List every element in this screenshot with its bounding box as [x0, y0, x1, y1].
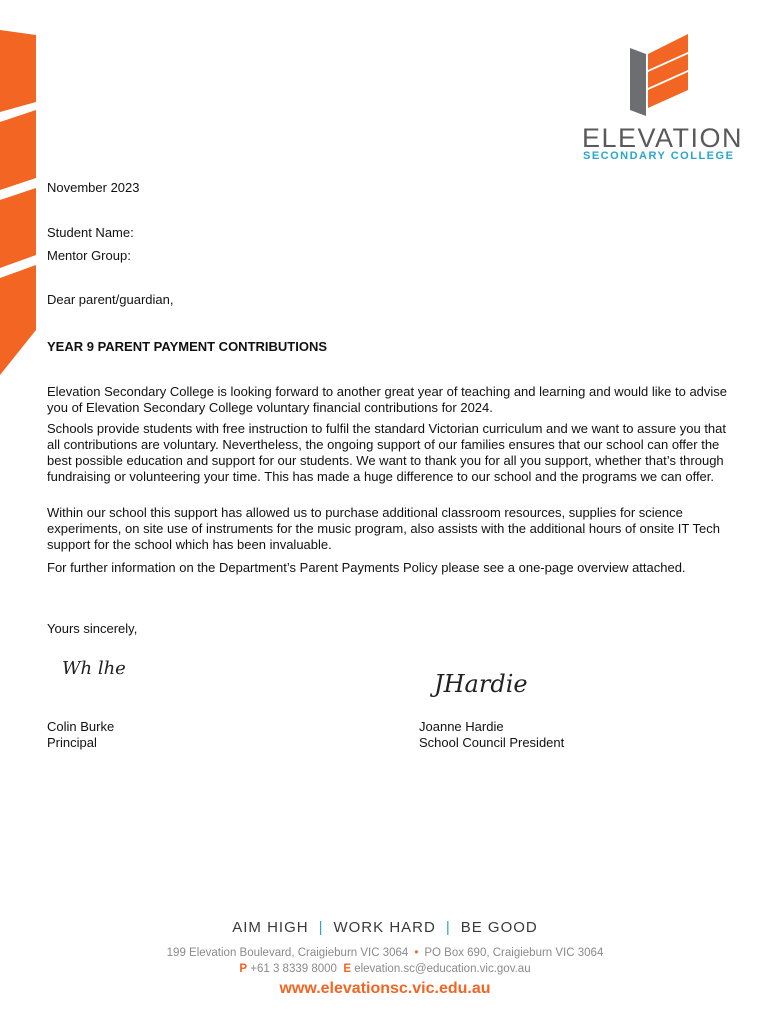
- phone-label: P: [239, 963, 248, 975]
- website-link[interactable]: www.elevationsc.vic.edu.au: [279, 980, 491, 997]
- signatory-name-president: Joanne Hardie: [419, 719, 504, 734]
- phone-number: +61 3 8339 8000: [250, 963, 337, 975]
- motto-be-good: BE GOOD: [460, 919, 538, 936]
- logo-wordmark: ELEVATION: [582, 123, 744, 153]
- street-address: 199 Elevation Boulevard, Craigieburn VIC 3064: [166, 947, 409, 959]
- signatory-title-principal: Principal: [47, 735, 97, 750]
- signature-joanne-hardie: JHardie: [434, 670, 528, 698]
- paragraph-support: Schools provide students with free instruction to fulfil the standard Victorian curriculum and we want to assure you that all contributions are voluntary. Nevertheless, the ongoing support of our families ensures that our school can offer the best possible education and support for our students. We want to thank you for all you support, whether that’s through fundraising or volunteering your time. This has made a huge difference to our school and the programs we can offer.: [47, 421, 727, 484]
- left-decoration: [0, 30, 40, 380]
- footer-motto: AIM HIGH | WORK HARD | BE GOOD: [232, 919, 538, 936]
- signature-colin-burke: Wh lhe: [62, 658, 126, 679]
- student-name-label: Student Name:: [47, 225, 134, 240]
- motto-aim-high: AIM HIGH: [232, 919, 309, 936]
- letter-heading: YEAR 9 PARENT PAYMENT CONTRIBUTIONS: [47, 339, 328, 354]
- logo-subtitle: SECONDARY COLLEGE: [583, 150, 735, 162]
- signatory-title-president: School Council President: [419, 735, 565, 750]
- college-logo-icon: [628, 30, 692, 122]
- closing: Yours sincerely,: [47, 621, 138, 636]
- paragraph-resources: Within our school this support has allowed us to purchase additional classroom resources, supplies for science experiments, on site use of instruments for the music program, also assists with the additional hours of onsite IT Tech support for the school which has been invaluable.: [47, 505, 720, 552]
- footer-contact: [0, 963, 770, 975]
- paragraph-intro: Elevation Secondary College is looking forward to another great year of teaching and learning and would like to advise you of Elevation Secondary College voluntary financial contributions for 2024.: [47, 384, 728, 415]
- paragraph-policy: For further information on the Department’s Parent Payments Policy please see a one-page overview attached.: [47, 560, 686, 575]
- mentor-group-label: Mentor Group:: [47, 248, 131, 263]
- signatory-name-principal: Colin Burke: [47, 719, 115, 734]
- email-link[interactable]: elevation.sc@education.vic.gov.au: [354, 963, 531, 975]
- footer-address: 199 Elevation Boulevard, Craigieburn VIC 3064 • PO Box 690, Craigieburn VIC 3064: [166, 947, 604, 959]
- motto-work-hard: WORK HARD: [333, 919, 436, 936]
- salutation: Dear parent/guardian,: [47, 292, 174, 307]
- email-label: E: [343, 963, 351, 975]
- letter-date: November 2023: [47, 180, 140, 195]
- po-box-address: PO Box 690, Craigieburn VIC 3064: [424, 947, 604, 959]
